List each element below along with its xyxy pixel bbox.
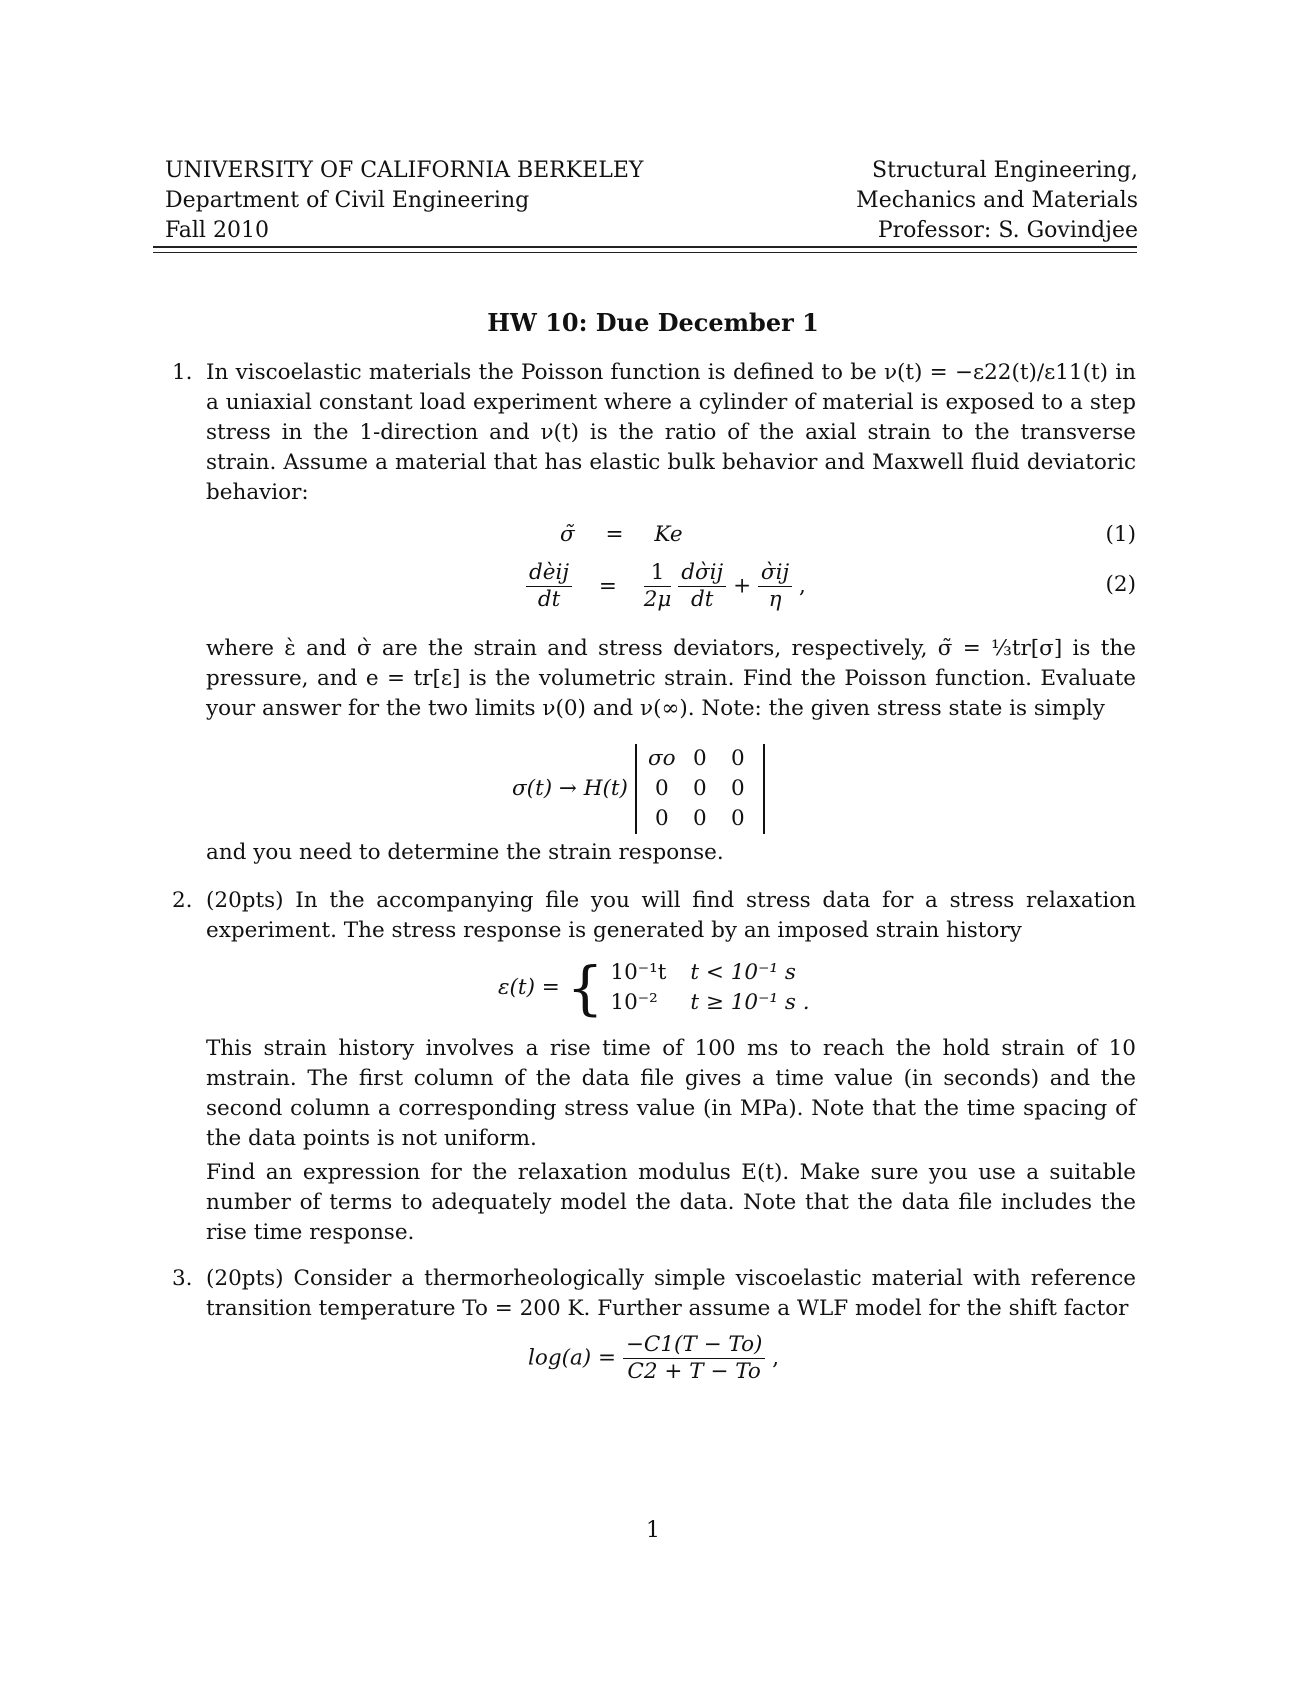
problem3-text: (20pts) Consider a thermorheologically simple viscoelastic material with reference transition temperature To = 200 K. Further assume a WLF model for the shift factor xyxy=(206,1266,1136,1321)
matrix-lhs: σ(t) → H(t) xyxy=(512,776,628,801)
matrix-cell: σo xyxy=(647,746,676,771)
problem2-text3: Find an expression for the relaxation modulus E(t). Make sure you use a suitable number of terms to adequately model the data. Note that the data file includes the rise time response. xyxy=(206,1160,1136,1245)
case1-value: 10⁻¹t xyxy=(610,960,667,985)
header-right xyxy=(856,156,1138,246)
matrix-cell: 0 xyxy=(692,746,707,771)
eq1-lhs: σ̃ xyxy=(560,522,575,547)
matrix-cell: 0 xyxy=(654,776,669,801)
equation-1: σ̃ = Ke xyxy=(560,522,683,547)
eq1-number: (1) xyxy=(1105,522,1136,547)
program-line-1: Structural Engineering, xyxy=(872,158,1138,183)
header-left xyxy=(165,156,643,246)
eq2-number: (2) xyxy=(1105,572,1136,597)
problem1-text2: where ὲ and σ̀ are the strain and stress deviators, respectively, σ̃ = ⅓tr[σ] is the pressure, and e = tr[ε] is the volumetric strain. Find the Poisson function. Evaluate your answer for the two limits ν(0) and ν(∞). Note: the given stress state is simply xyxy=(206,636,1136,721)
eq2-f1-den: 2μ xyxy=(643,587,672,612)
case1-condition: t < 10⁻¹ s xyxy=(690,960,796,985)
stress-matrix-equation xyxy=(512,744,765,834)
strain-history-equation xyxy=(498,954,810,1022)
problem1-number: 1. xyxy=(172,360,193,385)
cases xyxy=(610,958,809,1018)
matrix-cell: 0 xyxy=(692,806,707,831)
eq2-f3-den: η xyxy=(768,587,782,612)
matrix-cell: 0 xyxy=(692,776,707,801)
eq2-f1-num: 1 xyxy=(644,560,672,587)
professor: Professor: S. Govindjee xyxy=(877,218,1138,243)
term: Fall 2010 xyxy=(165,218,269,243)
strain-lhs: ε(t) = xyxy=(498,975,560,1000)
page-number: 1 xyxy=(646,1518,660,1543)
problem1-text3: and you need to determine the strain response. xyxy=(206,840,724,865)
header-rule-thick xyxy=(153,246,1137,248)
problem2-text: (20pts) In the accompanying file you will find stress data for a stress relaxation experiment. The stress response is generated by an imposed strain history xyxy=(206,888,1136,943)
program-line-2: Mechanics and Materials xyxy=(856,188,1138,213)
matrix-cell: 0 xyxy=(654,806,669,831)
eq1-rhs: Ke xyxy=(654,522,683,547)
university-name: UNIVERSITY OF CALIFORNIA BERKELEY xyxy=(165,158,644,183)
eq2-lhs-num: dèij xyxy=(526,560,572,587)
case2-value: 10⁻² xyxy=(610,990,658,1015)
eq2-f3-num: σ̀ij xyxy=(758,560,792,587)
left-brace: { xyxy=(566,954,604,1022)
problem2-text2: This strain history involves a rise time of 100 ms to reach the hold strain of 10 mstrain. The first column of the data file gives a time value (in seconds) and the second column a corresponding stress value (in MPa). Note that the time spacing of the data points is not uniform. xyxy=(206,1036,1136,1151)
eq2-lhs-den: dt xyxy=(537,587,561,612)
eq2-f2-num: dσ̀ij xyxy=(678,560,726,587)
equation-2: $\frac{\text{dèij}}{dt}$ = $\frac{1}{2\mu}$ $\frac{d\sigmàij}{dt}$ + $\frac{\sigmàij}{\eta}$ , xyxy=(526,560,806,613)
wlf-numerator: −C1(T − To) xyxy=(623,1332,766,1359)
eq2-f2-den: dt xyxy=(691,587,714,612)
matrix-cell: 0 xyxy=(730,806,745,831)
problem3-number: 3. xyxy=(172,1266,193,1291)
wlf-denominator: C2 + T − To xyxy=(627,1359,761,1384)
matrix-cell: 0 xyxy=(730,746,745,771)
matrix-cell: 0 xyxy=(730,776,745,801)
wlf-tail: , xyxy=(772,1345,780,1371)
wlf-lhs: log(a) = xyxy=(528,1345,617,1371)
homework-title: HW 10: Due December 1 xyxy=(487,308,819,337)
department-name: Department of Civil Engineering xyxy=(165,188,530,213)
problem2-number: 2. xyxy=(172,888,193,913)
wlf-equation xyxy=(528,1332,779,1385)
case2-condition: t ≥ 10⁻¹ s . xyxy=(690,990,810,1015)
problem1-text: In viscoelastic materials the Poisson function is defined to be ν(t) = −ε22(t)/ε11(t) in a uniaxial constant load experiment where a cylinder of material is exposed to a step stress in the 1-direction and ν(t) is the ratio of the axial strain to the transverse strain. Assume a material that has elastic bulk behavior and Maxwell fluid deviatoric behavior: xyxy=(206,360,1136,505)
header-rule-thin xyxy=(153,252,1137,253)
stress-matrix xyxy=(635,744,765,834)
